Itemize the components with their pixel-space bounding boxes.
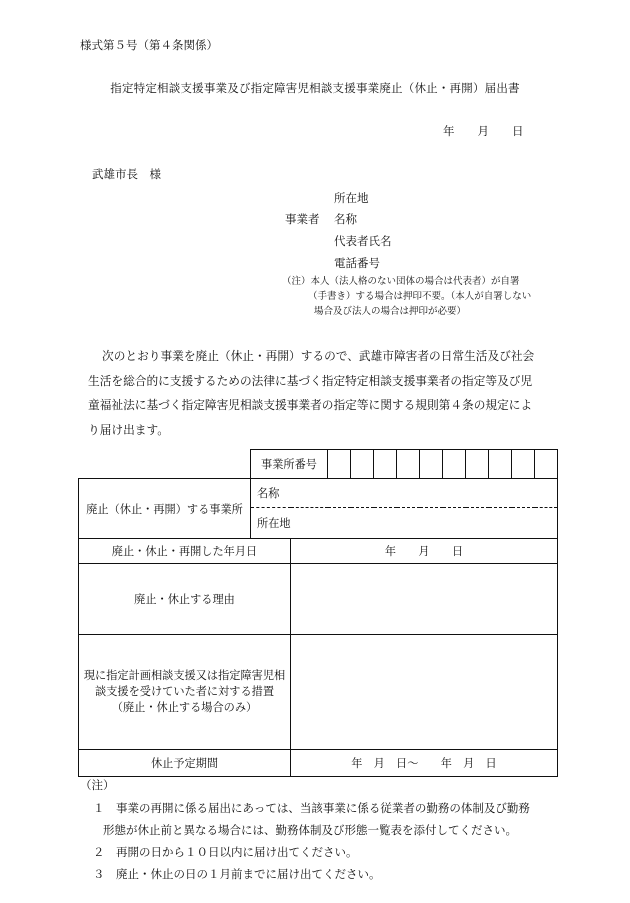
office-number-digit-box[interactable]	[397, 450, 420, 479]
note-item: ２ 再開の日から１０日以内に届け出てください。	[93, 845, 358, 859]
submission-date: 年 月 日	[443, 124, 524, 138]
office-label: 廃止（休止・再開）する事業所	[79, 479, 251, 539]
notification-table	[78, 449, 558, 777]
signature-note-line: 場合及び法人の場合は押印が必要）	[314, 306, 467, 317]
office-location-field[interactable]	[251, 508, 558, 539]
measures-label-line: （廃止・休止する場合のみ）	[111, 701, 258, 714]
measures-label-line: 現に指定計画相談支援又は指定障害児相	[83, 669, 286, 682]
form-title: 指定特定相談支援事業及び指定障害児相談支援事業廃止（休止・再開）届出書	[110, 81, 520, 95]
measures-field[interactable]	[291, 635, 558, 750]
office-name-label: 名称	[257, 487, 280, 500]
measures-label	[79, 635, 291, 750]
declaration-line: 次のとおり事業を廃止（休止・再開）するので、武雄市障害者の日常生活及び社会	[102, 349, 535, 363]
office-number-digit-box[interactable]	[512, 450, 535, 479]
blank-corner	[79, 450, 251, 479]
declaration-paragraph	[88, 344, 568, 442]
office-location-label: 所在地	[257, 517, 291, 530]
office-name-field[interactable]	[251, 479, 558, 508]
applicant-representative-label: 代表者氏名	[334, 234, 392, 248]
declaration-line: り届け出ます。	[88, 422, 169, 437]
addressee: 武雄市長 様	[92, 167, 161, 181]
declaration-line: 童福祉法に基づく指定障害児相談支援事業者の指定等に関する規則第４条の規定によ	[88, 398, 533, 412]
suspension-period-label: 休止予定期間	[79, 750, 291, 777]
office-number-digit-box[interactable]	[489, 450, 512, 479]
notes-header: （注）	[80, 778, 115, 792]
applicant-address-label: 所在地	[334, 191, 369, 205]
declaration-line: 生活を総合的に支援するための法律に基づく指定特定相談支援事業者の指定等及び児	[88, 373, 533, 388]
form-number: 様式第５号（第４条関係）	[80, 38, 218, 52]
reason-label: 廃止・休止する理由	[79, 564, 291, 635]
change-date-label: 廃止・休止・再開した年月日	[79, 539, 291, 564]
signature-note	[282, 274, 562, 319]
note-item: １ 事業の再開に係る届出にあっては、当該事業に係る従業者の勤務の体制及び勤務	[93, 801, 530, 815]
applicant-phone-label: 電話番号	[334, 256, 380, 270]
note-item: 形態が休止前と異なる場合には、勤務体制及び形態一覧表を添付してください。	[103, 823, 517, 837]
note-item: ３ 廃止・休止の日の１月前までに届け出てください。	[93, 867, 381, 881]
applicant-name-label: 名称	[334, 212, 357, 226]
office-number-digit-box[interactable]	[535, 450, 558, 479]
suspension-period-field[interactable]: 年 月 日～ 年 月 日	[291, 750, 558, 777]
office-number-digit-box[interactable]	[443, 450, 466, 479]
office-number-digit-box[interactable]	[328, 450, 351, 479]
signature-note-line: （注）本人（法人格のない団体の場合は代表者）が自署	[282, 276, 520, 287]
reason-field[interactable]	[291, 564, 558, 635]
applicant-label: 事業者	[285, 212, 320, 226]
office-number-digit-box[interactable]	[420, 450, 443, 479]
signature-note-line: （手書き）する場合は押印不要。（本人が自署しない	[308, 291, 532, 302]
office-number-label: 事業所番号	[251, 450, 328, 479]
office-number-digit-box[interactable]	[374, 450, 397, 479]
office-number-digit-box[interactable]	[466, 450, 489, 479]
measures-label-line: 談支援を受けていた者に対する措置	[95, 685, 275, 698]
office-number-digit-box[interactable]	[351, 450, 374, 479]
change-date-field[interactable]: 年 月 日	[291, 539, 558, 564]
